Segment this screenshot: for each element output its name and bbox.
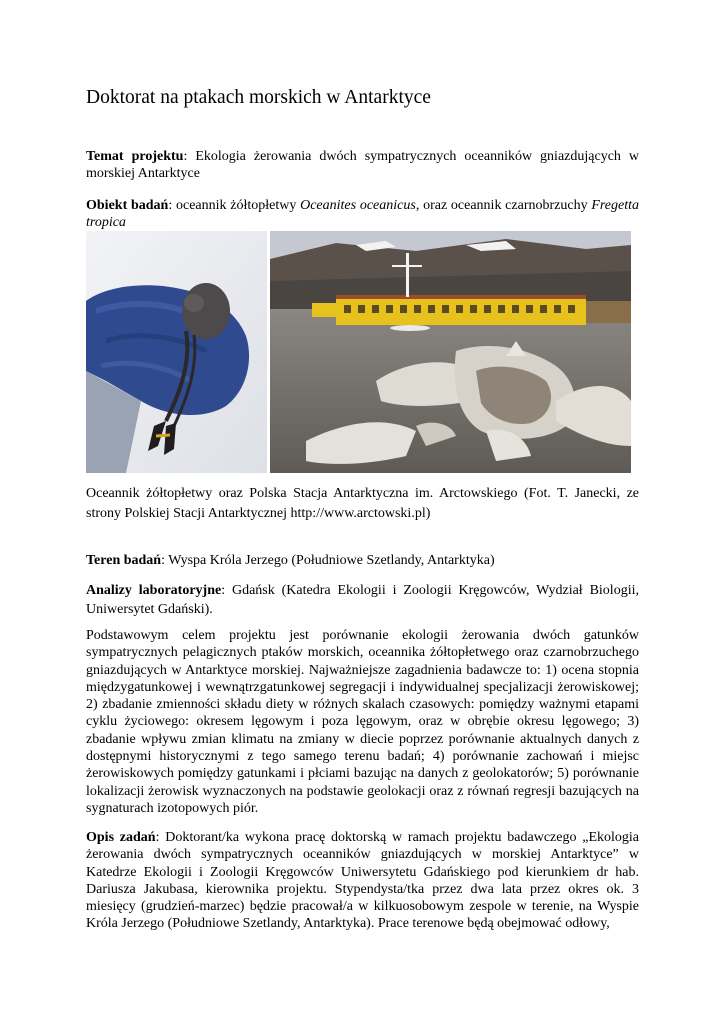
tasks-label: Opis zadań <box>86 830 156 845</box>
topic-paragraph <box>86 148 639 183</box>
page-title: Doktorat na ptakach morskich w Antarktyce <box>86 87 431 108</box>
topic-label: Temat projektu <box>86 149 184 164</box>
object-text-2: , oraz oceannik czarnobrzuchy <box>415 198 592 213</box>
photos-svg <box>86 231 631 473</box>
object-label: Obiekt badań <box>86 198 169 213</box>
tasks-paragraph <box>86 829 639 933</box>
area-paragraph <box>86 552 639 569</box>
lab-paragraph <box>86 581 639 619</box>
object-text-1: : oceannik żółtopłetwy <box>168 198 301 213</box>
topic-text: : Ekologia żerowania dwóch sympatrycznych oceanników gniazdujących w morskiej Antarktyce <box>86 149 640 182</box>
main-paragraph: Podstawowym celem projektu jest porównanie ekologii żerowania dwóch gatunków sympatrycznych pelagicznych ptaków morskich, oceannika żółtopłetwego oraz czarnobrzuchego gniazdujących w Antarktyce morskiej. Najważniejsze zagadnienia badawcze to: 1) ocena stopnia międzygatunkowej i wewnątrzgatunkowej segregacji i indywidualnej specjalizacji żerowiskowej; 2) zbadanie zmienności składu diety w różnych skalach czasowych: pomiędzy ważnymi etapami cyklu życiowego: okresem lęgowym i poza lęgowym, oraz w obrębie okresu lęgowego; 3) zbadanie wpływu zmian klimatu na zmiany w diecie poprzez porównanie aktualnych danych z dostępnymi historycznymi z tego samego terenu badań; 4) porównanie zachowań i miejsc żerowiskowych pomiędzy gatunkami i płciami bazując na danych z geolokatorów; 5) porównanie lokalizacji żerowisk wyznaczonych na podstawie geolokacji oraz z równań regresji bazujących na sygnaturach izotopowych piór. <box>86 628 639 816</box>
lab-label: Analizy laboratoryjne <box>86 583 222 598</box>
object-paragraph <box>86 197 639 232</box>
lab-text: : Gdańsk (Katedra Ekologii i Zoologii Kręgowców, Wydział Biologii, Uniwersytet Gdański). <box>86 583 639 617</box>
figure-caption: Oceannik żółtopłetwy oraz Polska Stacja Antarktyczna im. Arctowskiego (Fot. T. Janecki, ze strony Polskiej Stacji Antarktycznej http://www.arctowski.pl) <box>86 486 639 521</box>
species-name-2: Fregetta tropica <box>86 198 640 231</box>
petrel-photo <box>86 231 267 473</box>
area-text: : Wyspa Króla Jerzego (Południowe Szetlandy, Antarktyka) <box>161 553 495 568</box>
area-label: Teren badań <box>86 553 162 568</box>
tasks-text: : Doktorant/ka wykona pracę doktorską w ramach projektu badawczego „Ekologia żerowania dwóch sympatrycznych oceanników gniazdujących w morskiej Antarktyce” w Katedrze Ekologii i Zoologii Kręgowców Uniwersytetu Gdańskiego pod kierunkiem dr hab. Dariusza Jakubasa, kierownika projektu. Stypendysta/tka przez dwa lata przez okres ok. 3 miesięcy (grudzień-marzec) będzie pracował/a w kilkuosobowym zespole w terenie, na Wyspie Króla Jerzego (Południowe Szetlandy, Antarktyka). Prace terenowe będą obejmować odłowy, <box>86 830 639 932</box>
species-name-1: Oceanites oceanicus <box>300 198 416 213</box>
station-photo <box>270 231 631 473</box>
figure-photos <box>86 231 631 473</box>
